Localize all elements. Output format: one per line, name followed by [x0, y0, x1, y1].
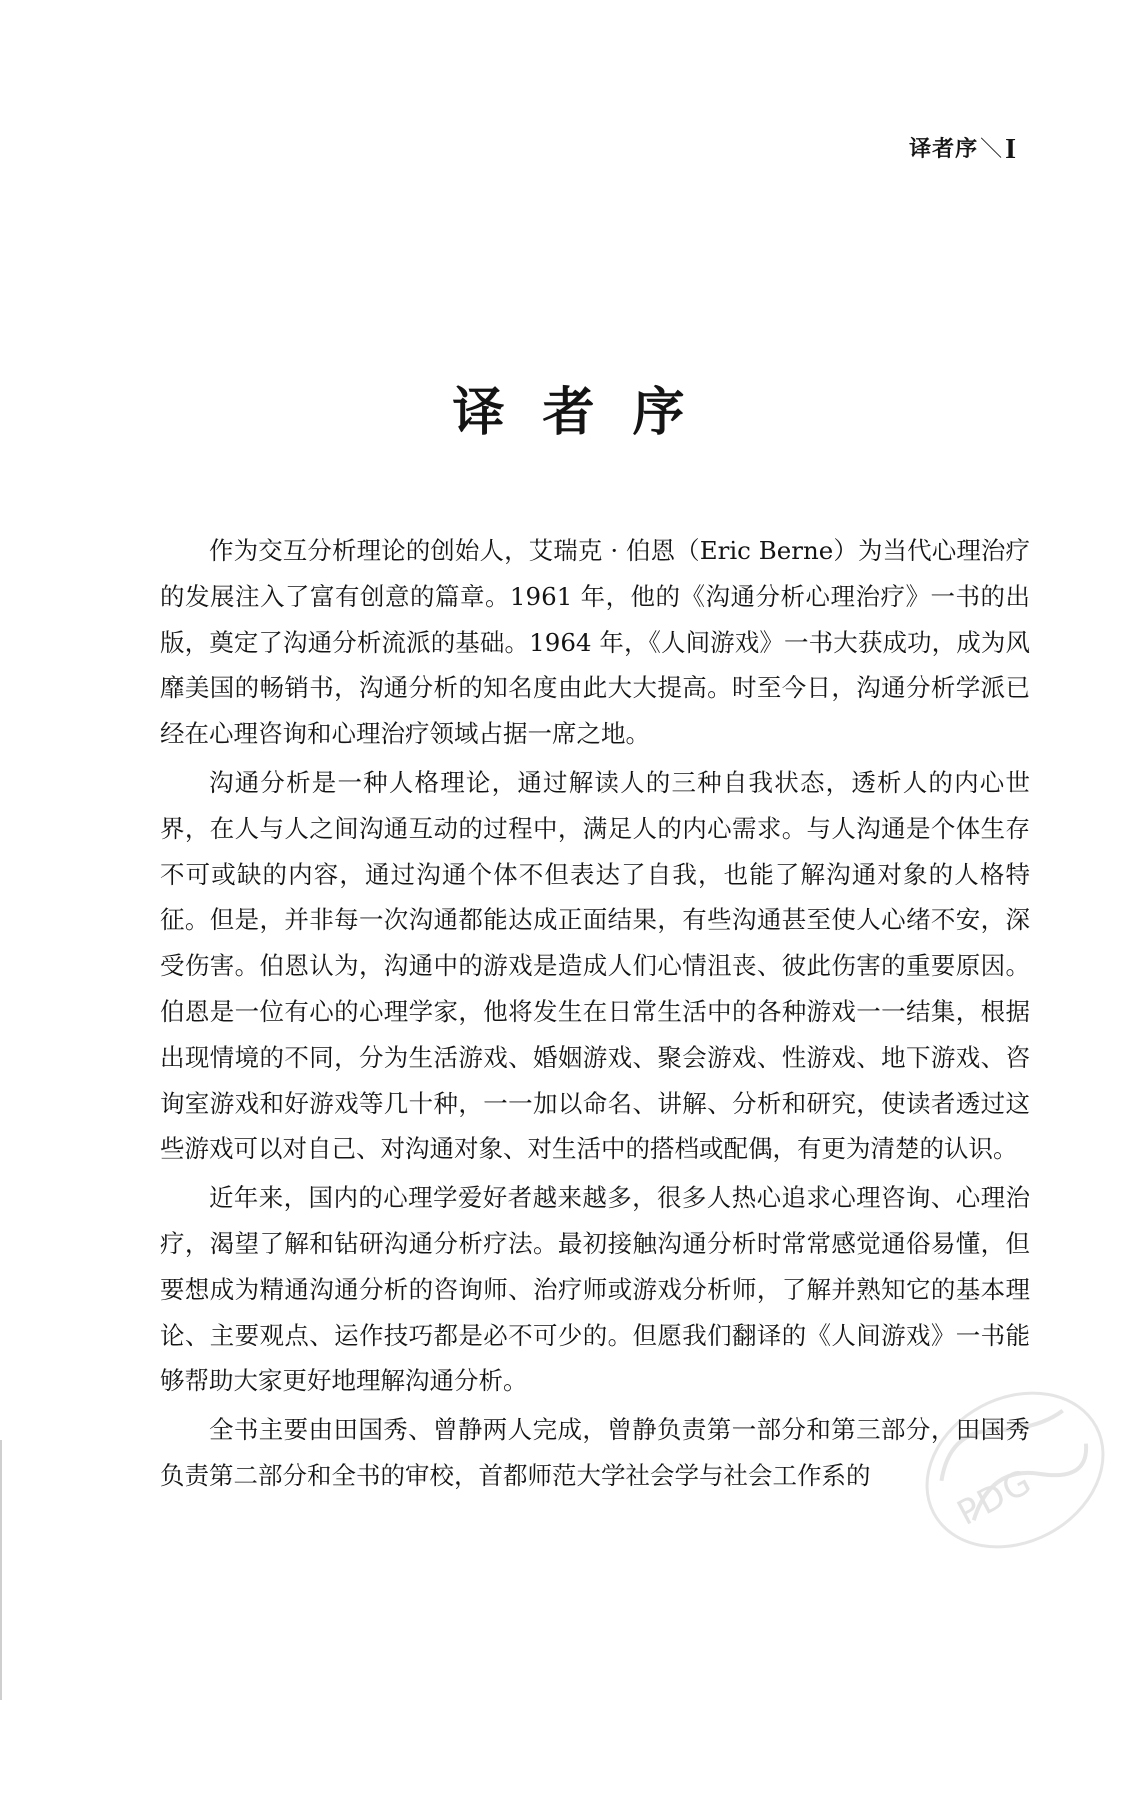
page-number: I — [1005, 134, 1017, 165]
paragraph: 全书主要由田国秀、曾静两人完成，曾静负责第一部分和第三部分，田国秀负责第二部分和全书的审校，首都师范大学社会学与社会工作系的 — [160, 1415, 1030, 1490]
scan-edge-line — [0, 1440, 2, 1700]
running-title: 译者序 — [909, 137, 979, 162]
watermark-text: PDG — [950, 1461, 1040, 1534]
header-separator: ＼ — [980, 137, 1004, 162]
body-text — [160, 528, 1030, 1502]
running-header — [909, 132, 1017, 166]
paragraph: 作为交互分析理论的创始人，艾瑞克 · 伯恩（Eric Berne）为当代心理治疗的发展注入了富有创意的篇章。1961 年，他的《沟通分析心理治疗》一书的出版，奠定了沟通分析流派的基础。1964 年，《人间游戏》一书大获成功，成为风靡美国的畅销书，沟通分析的知名度由此大大提高。时至今日，沟通分析学派已经在心理咨询和心理治疗领域占据一席之地。 — [160, 536, 1030, 749]
paragraph: 沟通分析是一种人格理论，通过解读人的三种自我状态，透析人的内心世界，在人与人之间沟通互动的过程中，满足人的内心需求。与人沟通是个体生存不可或缺的内容，通过沟通个体不但表达了自我，也能了解沟通对象的人格特征。但是，并非每一次沟通都能达成正面结果，有些沟通甚至使人心绪不安，深受伤害。伯恩认为，沟通中的游戏是造成人们心情沮丧、彼此伤害的重要原因。伯恩是一位有心的心理学家，他将发生在日常生活中的各种游戏一一结集，根据出现情境的不同，分为生活游戏、婚姻游戏、聚会游戏、性游戏、地下游戏、咨询室游戏和好游戏等几十种，一一加以命名、讲解、分析和研究，使读者透过这些游戏可以对自己、对沟通对象、对生活中的搭档或配偶，有更为清楚的认识。 — [160, 767, 1030, 1164]
chapter-title: 译者序 — [452, 383, 723, 443]
paragraph: 近年来，国内的心理学爱好者越来越多，很多人热心追求心理咨询、心理治疗，渴望了解和钻研沟通分析疗法。最初接触沟通分析时常常感觉通俗易懂，但要想成为精通沟通分析的咨询师、治疗师或游戏分析师，了解并熟知它的基本理论、主要观点、运作技巧都是必不可少的。但愿我们翻译的《人间游戏》一书能够帮助大家更好地理解沟通分析。 — [160, 1183, 1030, 1396]
